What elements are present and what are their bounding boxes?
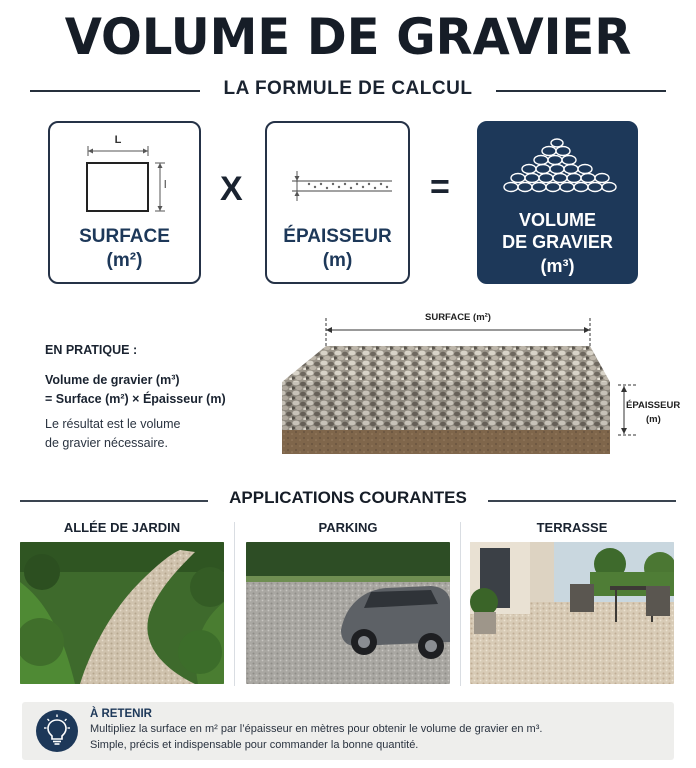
thickness-card	[265, 121, 410, 284]
page-title: VOLUME DE GRAVIER	[64, 8, 632, 66]
practice-heading: EN PRATIQUE :	[45, 343, 138, 357]
volume-label-line1: VOLUME	[518, 210, 596, 230]
surface-unit: (m²)	[106, 250, 143, 271]
gravel-pile-icon	[479, 135, 640, 205]
takeaway-line2: Simple, précis et indispensable pour commander la bonne quantité.	[90, 739, 419, 751]
gravel-block-drawing	[278, 310, 696, 470]
application-garden-path	[20, 520, 224, 684]
application-title: TERRASSE	[536, 520, 608, 535]
applications-heading: APPLICATIONS COURANTES	[229, 488, 467, 507]
volume-unit: (m³)	[540, 256, 575, 276]
volume-card	[477, 121, 638, 284]
lightbulb-icon	[36, 710, 78, 752]
dimension-length-label: L	[114, 134, 122, 146]
parking-photo	[246, 542, 450, 684]
dimension-width-label: l	[164, 179, 167, 191]
equals-operator: =	[430, 168, 450, 206]
subtitle: LA FORMULE DE CALCUL	[223, 78, 473, 99]
applications-heading-row	[20, 488, 676, 514]
gravel-layer-icon	[267, 163, 412, 223]
practice-note-line1: Le résultat est le volume	[45, 417, 181, 431]
practice-note-line2: de gravier nécessaire.	[45, 436, 168, 450]
garden-path-photo	[20, 542, 224, 684]
divider	[488, 500, 676, 502]
volume-label-line2: DE GRAVIER	[502, 232, 613, 252]
practice-section	[45, 343, 275, 453]
practice-formula-line1: Volume de gravier (m³)	[45, 373, 180, 387]
divider	[496, 90, 666, 92]
column-divider	[460, 522, 461, 686]
thickness-dimension-label-2: (m)	[646, 414, 661, 425]
multiply-operator: X	[220, 170, 243, 208]
application-title: ALLÉE DE JARDIN	[63, 520, 181, 535]
terrace-photo	[470, 542, 674, 684]
column-divider	[234, 522, 235, 686]
surface-card	[48, 121, 201, 284]
subtitle-row	[30, 78, 666, 102]
thickness-dimension-label-1: ÉPAISSEUR	[626, 400, 681, 411]
takeaway-heading: À RETENIR	[90, 708, 152, 720]
practice-formula-line2: = Surface (m²) × Épaisseur (m)	[45, 392, 226, 406]
thickness-unit: (m)	[322, 250, 353, 271]
thickness-label: ÉPAISSEUR	[283, 226, 392, 247]
divider	[20, 500, 208, 502]
surface-label: SURFACE	[79, 226, 170, 247]
divider	[30, 90, 200, 92]
application-title: PARKING	[318, 520, 378, 535]
gravel-block-illustration	[278, 310, 696, 470]
takeaway-line1: Multipliez la surface en m² par l’épaisseur en mètres pour obtenir le volume de gravier en m³.	[90, 723, 543, 735]
rectangle-dimension-icon	[50, 131, 203, 231]
key-takeaway-panel	[22, 702, 674, 760]
application-parking	[246, 520, 450, 684]
surface-dimension-label: SURFACE (m²)	[425, 312, 491, 323]
application-terrace	[470, 520, 674, 684]
